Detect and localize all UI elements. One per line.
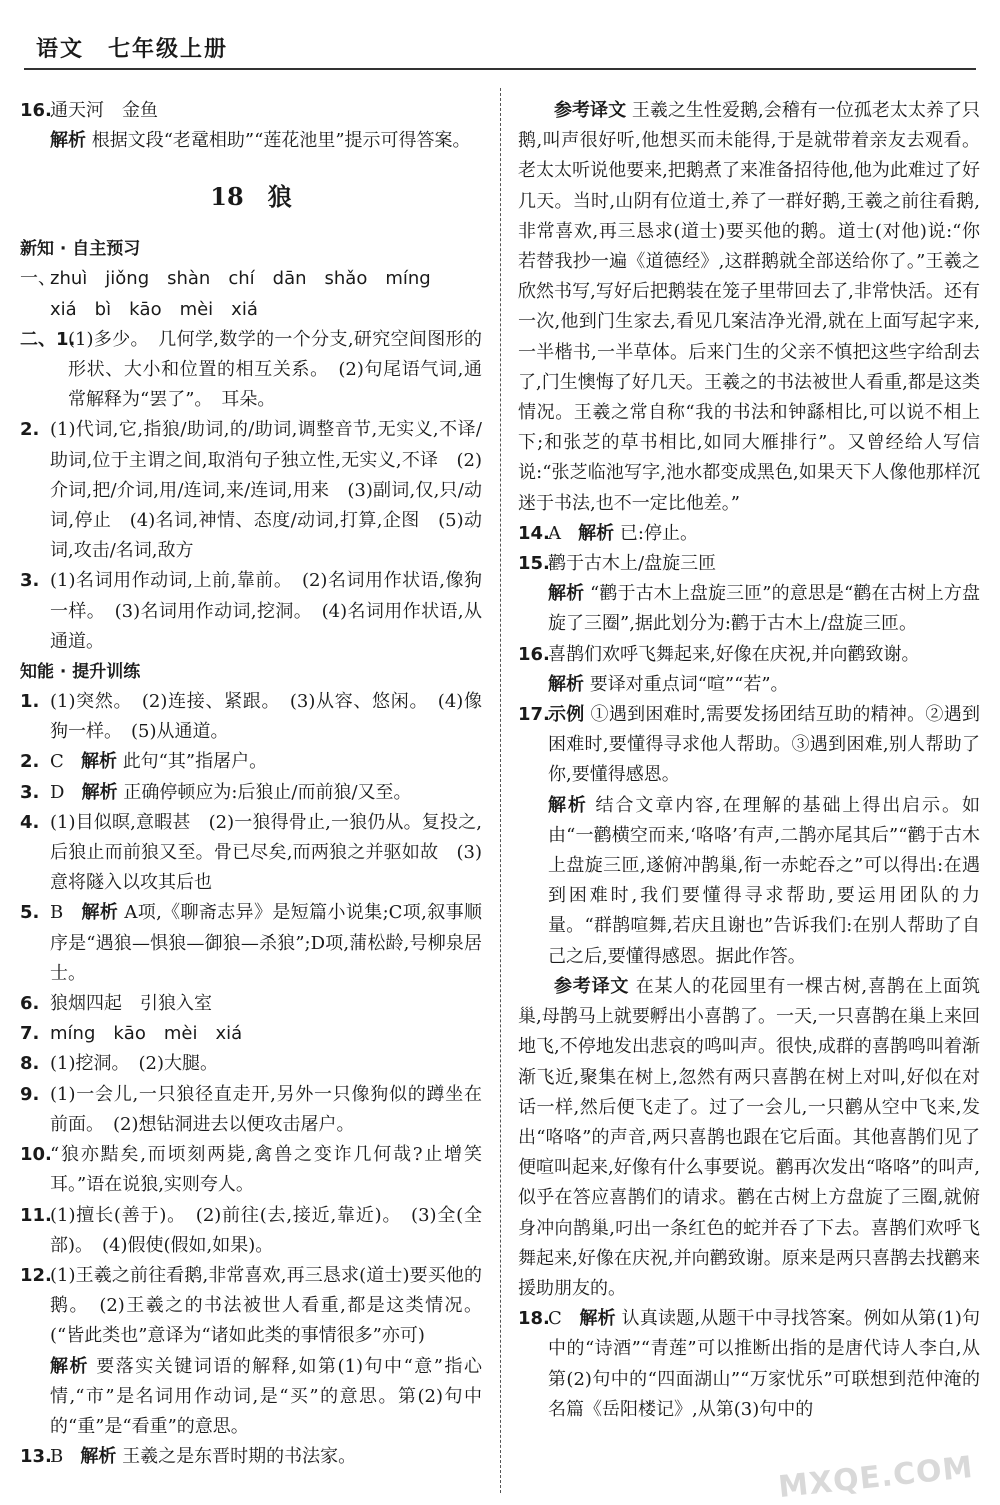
reference-text: 王羲之生性爱鹅,会稽有一位孤老太太养了只鹅,叫声很好听,他想买而未能得,于是就带着亲友去观看。老太太听说他要来,把鹅煮了来准备招待他,他为此难过了好几天。当时,山阴有位道士,养了一群好鹅,王羲之前往看鹅,非常喜欢,再三恳求(道士)要买他的鹅。道士(对他)说:“你若替我抄一遍《道德经》,这群鹅就全部送给你了。”王羲之欣然书写,写好后把鹅装在笼子里带回去了,非常快活。还有一次,他到门生家去,看见几案洁净光滑,就在上面写起字来,一半楷书,一半草体。后来门生的父亲不慎把这些字给刮去了,门生懊悔了好几天。王羲之的书法被世人看重,都是这类情况。王羲之常自称“我的书法和钟繇相比,可以说不相上下;和张芝的草书相比,如同大雁排行”。又曾经给人写信说:“张芝临池写字,池水都变成黑色,如果天下人像他那样沉迷于书法,也不一定比他差。” bbox=[518, 100, 980, 514]
explanation-text: 根据文段“老鼋相助”“莲花池里”提示可得答案。 bbox=[91, 130, 471, 152]
item-text: 狼烟四起 引狼入室 bbox=[50, 993, 212, 1015]
item-number: 15. bbox=[518, 553, 550, 575]
watermark: MXQE.COM bbox=[776, 1449, 976, 1505]
explanation-label: 解析 bbox=[81, 902, 119, 924]
item-number: 13. bbox=[20, 1446, 52, 1468]
column-divider bbox=[500, 88, 501, 1493]
explanation-label: 解析 bbox=[579, 1308, 616, 1330]
training-item-8 bbox=[20, 1049, 482, 1079]
explanation-text: 认真读题,从题干中寻找答案。例如从第(1)句中的“诗酒”“青莲”可以推断出指的是唐代诗人李白,从第(2)句中的“四面湖山”“万家忧乐”可联想到范仲淹的名篇《岳阳楼记》,从第(3)句中的 bbox=[548, 1308, 980, 1420]
item-answer: D bbox=[50, 781, 65, 803]
explanation bbox=[20, 126, 482, 156]
explanation-label: 解析 bbox=[578, 522, 615, 544]
answer-item-3 bbox=[20, 566, 482, 657]
reference-label: 参考译文 bbox=[554, 100, 627, 121]
training-item-13 bbox=[20, 1442, 482, 1472]
item-number: 2. bbox=[20, 419, 40, 441]
explanation-text: 正确停顿应为:后狼止/而前狼/又至。 bbox=[123, 781, 412, 803]
explanation bbox=[518, 791, 980, 972]
pinyin-line-1: zhuì jiǒng shàn chí dān shǎo míng bbox=[50, 268, 431, 290]
item-text: (1)王羲之前往看鹅,非常喜欢,再三恳求(道士)要买他的鹅。 (2)王羲之的书法被世人看重,都是这类情况。(“皆此类也”意译为“诸如此类的事情很多”亦可) bbox=[50, 1264, 482, 1347]
item-answer: C bbox=[50, 751, 64, 773]
item-number: 3. bbox=[20, 781, 40, 803]
item-number: 一、 bbox=[20, 268, 56, 290]
item-number: 9. bbox=[20, 1083, 40, 1105]
item-text: ①遇到困难时,需要发扬团结互助的精神。②遇到困难时,要懂得寻求他人帮助。③遇到困难,别人帮助了你,要懂得感恩。 bbox=[548, 704, 980, 786]
explanation-text: 要译对重点词“喧”“若”。 bbox=[589, 673, 789, 695]
section-heading-training: 知能 · 提升训练 bbox=[20, 662, 141, 683]
item-text: (1)名词用作动词,上前,靠前。 (2)名词用作状语,像狗一样。 (3)名词用作动词,挖洞。 (4)名词用作状语,从通道。 bbox=[50, 570, 482, 652]
training-item-7 bbox=[20, 1019, 482, 1049]
item-number: 14. bbox=[518, 522, 550, 544]
item-number: 4. bbox=[20, 811, 40, 833]
item-text: (1)挖洞。 (2)大腿。 bbox=[50, 1053, 218, 1075]
item-text: (1)突然。 (2)连接、紧跟。 (3)从容、悠闲。 (4)像狗一样。 (5)从通道。 bbox=[50, 691, 482, 743]
training-item-3 bbox=[20, 778, 482, 808]
answer-item-2 bbox=[20, 415, 482, 566]
lesson-title: 18 狼 bbox=[210, 182, 292, 212]
explanation-text: 此句“其”指屠户。 bbox=[122, 751, 268, 773]
explanation-text: “鹳于古木上盘旋三匝”的意思是“鹳在古树上方盘旋了三圈”,据此划分为:鹳于古木上/盘旋三匝。 bbox=[548, 583, 980, 635]
item-answer: 鹳于古木上/盘旋三匝 bbox=[548, 553, 717, 575]
answer-item-18 bbox=[518, 1304, 980, 1425]
item-number: 1. bbox=[20, 691, 40, 713]
reference-translation-1 bbox=[518, 96, 980, 519]
explanation-text: 王羲之是东晋时期的书法家。 bbox=[122, 1446, 357, 1468]
item-number: 16. bbox=[518, 643, 550, 665]
explanation-label: 解析 bbox=[548, 794, 588, 816]
item-number: 10. bbox=[20, 1144, 52, 1166]
explanation-label: 解析 bbox=[81, 781, 118, 803]
example-label: 示例 bbox=[548, 704, 585, 726]
item-answer: 通天河 金鱼 bbox=[50, 100, 158, 121]
item-answer: 喜鹊们欢呼飞舞起来,好像在庆祝,并向鹳致谢。 bbox=[548, 643, 920, 665]
explanation-text: 已:停止。 bbox=[619, 522, 698, 544]
training-item-2 bbox=[20, 747, 482, 777]
explanation-label: 解析 bbox=[80, 751, 117, 773]
item-number: 二、1. bbox=[20, 328, 76, 350]
item-number: 2. bbox=[20, 751, 40, 773]
left-column bbox=[20, 96, 482, 1472]
item-number: 11. bbox=[20, 1204, 52, 1226]
pinyin-line-2: xiá bì kāo mèi xiá bbox=[50, 298, 258, 320]
training-item-11 bbox=[20, 1201, 482, 1261]
training-item-5 bbox=[20, 898, 482, 989]
item-text: míng kāo mèi xiá bbox=[50, 1023, 243, 1045]
answer-item-14 bbox=[518, 519, 980, 549]
item-text: (1)一会儿,一只狼径直走开,另外一只像狗似的蹲坐在前面。 (2)想钻洞进去以便攻击屠户。 bbox=[50, 1083, 482, 1135]
item-text: “狼亦黠矣,而顷刻两毙,禽兽之变诈几何哉?止增笑耳。”语在说狼,实则夸人。 bbox=[50, 1144, 482, 1196]
item-number: 6. bbox=[20, 993, 40, 1015]
training-item-6 bbox=[20, 989, 482, 1019]
page-header bbox=[24, 0, 976, 70]
explanation bbox=[518, 579, 980, 639]
explanation-text: 结合文章内容,在理解的基础上得出启示。如由“一鹳横空而来,‘咯咯’有声,二鹊亦尾其后”“鹳于古木上盘旋三匝,遂俯冲鹊巢,衔一赤蛇吞之”可以得出:在遇到困难时,我们要懂得寻求帮助,要运用团队的力量。“群鹊喧舞,若庆且谢也”告诉我们:在别人帮助了自己之后,要懂得感恩。据此作答。 bbox=[548, 794, 980, 967]
explanation-label: 解析 bbox=[548, 583, 585, 605]
item-answer: C bbox=[548, 1308, 562, 1330]
explanation-text: 要落实关键词语的解释,如第(1)句中“意”指心情,“市”是名词用作动词,是“买”的意思。第(2)句中的“重”是“看重”的意思。 bbox=[50, 1355, 482, 1437]
pinyin-item bbox=[20, 264, 482, 324]
item-text: (1)多少。 几何学,数学的一个分支,研究空间图形的形状、大小和位置的相互关系。 (2)句尾语气词,通常解释为“罢了”。 耳朵。 bbox=[68, 328, 482, 411]
item-number: 7. bbox=[20, 1023, 40, 1045]
item-text: (1)擅长(善于)。 (2)前往(去,接近,靠近)。 (3)全(全部)。 (4)假使(假如,如果)。 bbox=[50, 1204, 482, 1256]
item-answer: B bbox=[50, 1446, 64, 1468]
reference-text: 在某人的花园里有一棵古树,喜鹊在上面筑巢,母鹊马上就要孵出小喜鹊了。一天,一只喜鹊在巢上来回地飞,不停地发出悲哀的鸣叫声。很快,成群的喜鹊鸣叫着渐渐飞近,聚集在树上,忽然有两只喜鹊在树上对叫,好似在对话一样,然后便飞走了。过了一会儿,一只鹳从空中飞来,发出“咯咯”的声音,两只喜鹊也跟在它后面。其他喜鹊们见了便喧叫起来,好像有什么事要说。鹳再次发出“咯咯”的叫声,似乎在答应喜鹊们的请求。鹳在古树上方盘旋了三圈,就俯身冲向鹊巢,叼出一条红色的蛇并吞了下去。喜鹊们欢呼飞舞起来,好像在庆祝,并向鹳致谢。原来是两只喜鹊去找鹳来援助朋友的。 bbox=[518, 975, 980, 1299]
reference-translation-2 bbox=[518, 972, 980, 1304]
answer-item-15 bbox=[518, 549, 980, 579]
item-number: 17. bbox=[518, 704, 550, 726]
section-heading-preview: 新知 · 自主预习 bbox=[20, 239, 141, 260]
answer-item-16 bbox=[20, 96, 482, 126]
training-item-10 bbox=[20, 1140, 482, 1200]
explanation-label: 解析 bbox=[50, 1355, 90, 1377]
item-text: (1)目似暝,意暇甚 (2)一狼得骨止,一狼仍从。复投之,后狼止而前狼又至。骨已尽矣,而两狼之并驱如故 (3)意将隧入以攻其后也 bbox=[50, 811, 482, 894]
item-text: (1)代词,它,指狼/助词,的/助词,调整音节,无实义,不译/助词,位于主谓之间,取消句子独立性,无实义,不译 (2)介词,把/介词,用/连词,来/连词,用来 (3)副词,仅,只/动词,停止 (4)名词,神情、态度/动词,打算,企图 (5)动词,攻击/名词,敌方 bbox=[50, 419, 482, 562]
answer-item-17 bbox=[518, 700, 980, 791]
reference-label: 参考译文 bbox=[554, 975, 630, 997]
training-item-9 bbox=[20, 1080, 482, 1140]
item-answer: B bbox=[50, 902, 64, 924]
item-number: 12. bbox=[20, 1264, 52, 1286]
explanation-text: A项,《聊斋志异》是短篇小说集;C项,叙事顺序是“遇狼—惧狼—御狼—杀狼”;D项,蒲松龄,号柳泉居士。 bbox=[50, 902, 483, 984]
explanation-label: 解析 bbox=[50, 130, 86, 152]
item-answer: A bbox=[548, 522, 561, 544]
explanation bbox=[20, 1352, 482, 1443]
header-title: 语文 七年级上册 bbox=[36, 37, 229, 62]
right-column bbox=[518, 96, 980, 1425]
explanation bbox=[518, 670, 980, 700]
item-number: 16. bbox=[20, 100, 52, 121]
explanation-label: 解析 bbox=[548, 673, 584, 695]
item-number: 3. bbox=[20, 570, 40, 592]
item-number: 5. bbox=[20, 902, 40, 924]
training-item-4 bbox=[20, 808, 482, 899]
training-item-12 bbox=[20, 1261, 482, 1352]
item-number: 18. bbox=[518, 1308, 550, 1330]
answer-item-er-1 bbox=[20, 325, 482, 416]
answer-item-16b bbox=[518, 640, 980, 670]
training-item-1 bbox=[20, 687, 482, 747]
explanation-label: 解析 bbox=[80, 1446, 117, 1468]
item-number: 8. bbox=[20, 1053, 40, 1075]
